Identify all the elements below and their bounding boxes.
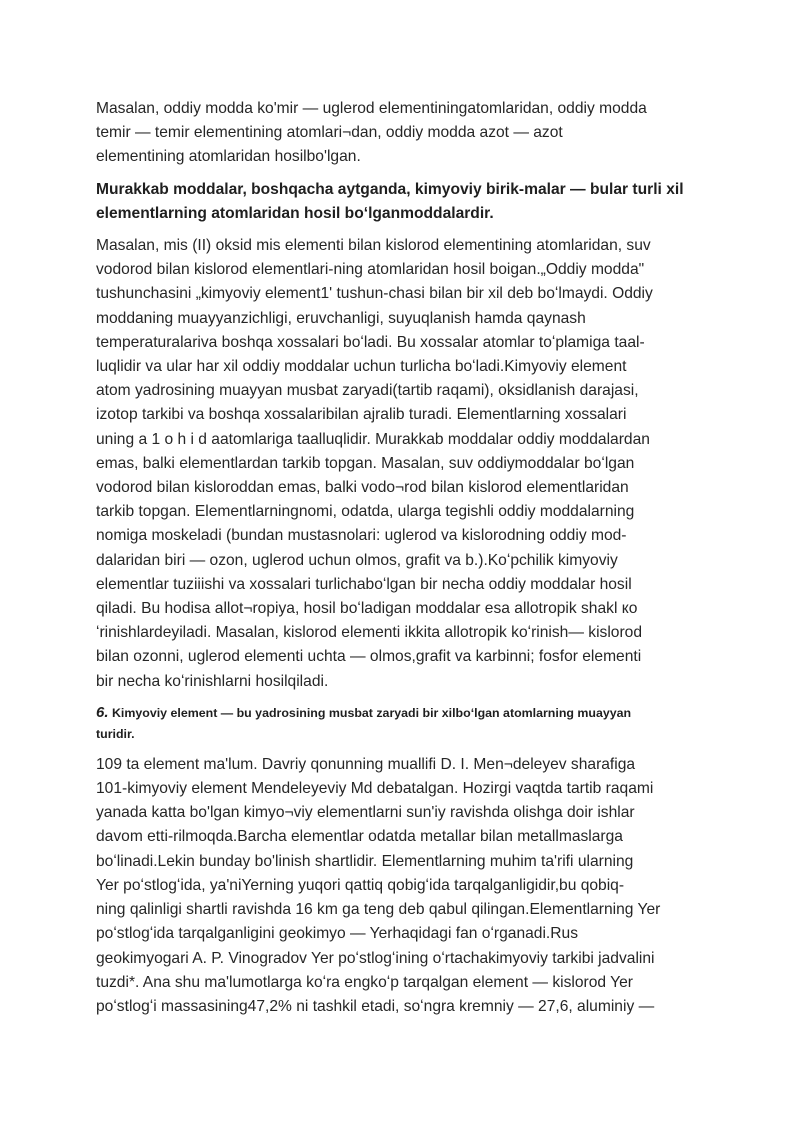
text-line: Yer poʻstlogʻida, ya'niYerning yuqori qattiq qobigʻida tarqalganligidir,bu qobiq- — [96, 876, 625, 894]
text-line: elementining atomlaridan hosilbo'lgan. — [96, 148, 361, 166]
text-line: yanada katta bo'lgan kimyo¬viy elementlarni sun'iy ravishda olishga doir ishlar — [96, 804, 635, 822]
text-line: izotop tarkibi va boshqa xossalaribilan ajralib turadi. Elementlarning xossalari — [96, 406, 627, 424]
text-line: ʻrinishlardeyiladi. Masalan, kislorod elementi ikkita allotropik koʻrinish— kislorod — [96, 624, 643, 642]
paragraph-element-distribution — [96, 753, 704, 1019]
text-line: Kimyoviy element — bu yadrosining musbat zaryadi bir xilboʻlgan atomlarning muayyan — [111, 705, 632, 720]
text-line: nomiga moskeladi (bundan mustasnolari: uglerod va kislorodning oddiy mod- — [96, 527, 627, 545]
text-line: geokimyogari A. P. Vinogradov Yer poʻstlogʻining oʻrtachakimyoviy tarkibi jadvalini — [96, 949, 655, 967]
text-line: Masalan, oddiy modda ko'mir — uglerod elementiningatomlaridan, oddiy modda — [96, 100, 647, 117]
text-line: tarkib topgan. Elementlarningnomi, odatda, ularga tegishli oddiy moddalarning — [96, 503, 635, 521]
text-line: turidir. — [96, 726, 135, 741]
text-line: bilan ozonni, uglerod elementi uchta — olmos,grafit va karbinni; fosfor elementi — [96, 648, 642, 666]
text-line: vodorod bilan kisloroddan emas, balki vodo¬rod bilan kislorod elementlaridan — [96, 479, 629, 497]
text-line: poʻstlogʻida tarqalganligini geokimyo — Yerhaqidagi fan oʻrganadi.Rus — [96, 925, 578, 943]
text-line: Murakkab moddalar, boshqacha aytganda, kimyoviy birik-malar — bular turli xil — [96, 180, 684, 198]
text-line: temir — temir elementining atomlari¬dan, oddiy modda azot — azot — [96, 124, 563, 142]
text-line: temperaturalariva boshqa xossalari boʻladi. Bu xossalar atomlar toʻplamiga taal- — [96, 333, 645, 351]
text-line: tuzdi*. Ana shu ma'lumotlarga koʻra engkoʻp tarqalgan element — kislorod Yer — [96, 973, 633, 991]
paragraph-simple-substance-examples — [96, 97, 704, 170]
text-line: dalaridan biri — ozon, uglerod uchun olmos, grafit va b.).Koʻpchilik kimyoviy — [96, 551, 618, 569]
definition-chemical-element — [96, 702, 704, 745]
text-line: davom etti-rilmoqda.Barcha elementlar odatda metallar bilan metallmaslarga — [96, 828, 623, 846]
text-line: elementlarning atomlaridan hosil boʻlganmoddalardir. — [96, 204, 494, 222]
text-line: emas, balki elementlardan tarkib topgan. Masalan, suv oddiymoddalar boʻlgan — [96, 454, 635, 472]
text-line: vodorod bilan kislorod elementlari-ning atomlaridan hosil boigan.„Oddiy modda" — [96, 261, 645, 279]
text-line: elementlar tuziiishi va xossalari turlichaboʻlgan bir necha oddiy moddalar hosil — [96, 575, 632, 593]
text-line: boʻlinadi.Lekin bunday bo'linish shartlidir. Elementlarning muhim ta'rifi ularning — [96, 852, 634, 870]
text-line: 101-kimyoviy element Mendeleyeviy Md debatalgan. Hozirgi vaqtda tartib raqami — [96, 780, 654, 798]
text-line: poʻstlogʻi massasining47,2% ni tashkil etadi, soʻngra kremniy — 27,6, aluminiy — — [96, 997, 655, 1015]
text-line: qiladi. Bu hodisa allot¬ropiya, hosil boʻladigan moddalar esa allotropik shakl ко — [96, 600, 638, 618]
text-line: ning qalinligi shartli ravishda 16 km ga teng deb qabul qilingan.Elementlarning Yer — [96, 901, 661, 919]
text-line: moddaning muayyanzichligi, eruvchanligi, suyuqlanish hamda qaynash — [96, 309, 586, 327]
text-line: 109 ta element ma'lum. Davriy qonunning muallifi D. I. Men¬deleyev sharafiga — [96, 755, 636, 773]
paragraph-element-properties — [96, 234, 704, 694]
paragraph-complex-substances-definition — [96, 178, 704, 226]
text-line: tushunchasini „kimyoviy element1' tushun-chasi bilan bir xil deb boʻlmaydi. Oddiy — [96, 285, 653, 303]
text-line: uning a 1 o h i d aatomlariga taalluqlidir. Murakkab moddalar oddiy moddalardan — [96, 430, 650, 448]
text-line: atom yadrosining muayyan musbat zaryadi(tartib raqami), oksidlanish darajasi, — [96, 382, 639, 400]
definition-number: 6. — [96, 703, 109, 721]
text-line: luqlidir va ular har xil oddiy moddalar uchun turlicha boʻladi.Kimyoviy element — [96, 358, 627, 376]
text-line: Masalan, mis (II) oksid mis elementi bilan kislorod elementining atomlaridan, suv — [96, 237, 651, 255]
text-line: bir necha koʻrinishlarni hosilqiladi. — [96, 672, 329, 690]
